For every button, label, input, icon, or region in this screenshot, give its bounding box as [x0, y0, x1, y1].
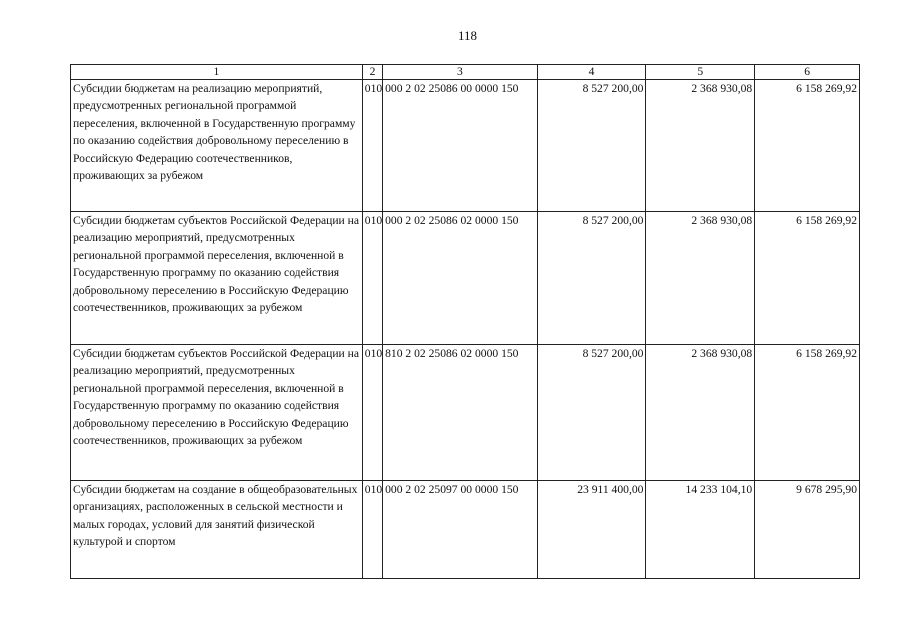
row-value-6: 6 158 269,92 [755, 80, 860, 212]
row-value-5: 2 368 930,08 [646, 80, 755, 212]
row-admin-code: 010 [362, 481, 382, 579]
table-row [71, 212, 860, 345]
row-revenue-code: 000 2 02 25097 00 0000 150 [383, 481, 538, 579]
table-row [71, 481, 860, 579]
table-body [71, 80, 860, 579]
row-name: Субсидии бюджетам субъектов Российской Федерации на реализацию мероприятий, предусмотренных региональной программой переселения, включенной в Государственную программу по оказанию содействия добровольному переселению в Российскую Федерацию соотечественников, проживающих за рубежом [71, 212, 363, 345]
row-value-4: 8 527 200,00 [537, 80, 646, 212]
header-col-6: 6 [755, 65, 860, 80]
row-value-5: 2 368 930,08 [646, 345, 755, 481]
row-value-4: 8 527 200,00 [537, 345, 646, 481]
row-value-6: 6 158 269,92 [755, 212, 860, 345]
row-name: Субсидии бюджетам на создание в общеобразовательных организациях, расположенных в сельской местности и малых городах, условий для занятий физической культурой и спортом [71, 481, 363, 579]
row-admin-code: 010 [362, 345, 382, 481]
row-name: Субсидии бюджетам на реализацию мероприятий, предусмотренных региональной программой переселения, включенной в Государственную программу по оказанию содействия добровольному переселению в Российскую Федерацию соотечественников, проживающих за рубежом [71, 80, 363, 212]
table-row [71, 80, 860, 212]
header-col-1: 1 [71, 65, 363, 80]
row-admin-code: 010 [362, 212, 382, 345]
table-header [71, 65, 860, 80]
row-revenue-code: 000 2 02 25086 02 0000 150 [383, 212, 538, 345]
row-value-5: 2 368 930,08 [646, 212, 755, 345]
row-value-6: 9 678 295,90 [755, 481, 860, 579]
row-name: Субсидии бюджетам субъектов Российской Федерации на реализацию мероприятий, предусмотренных региональной программой переселения, включенной в Государственную программу по оказанию содействия добровольному переселению в Российскую Федерацию соотечественников, проживающих за рубежом [71, 345, 363, 481]
header-col-5: 5 [646, 65, 755, 80]
row-value-5: 14 233 104,10 [646, 481, 755, 579]
header-col-2: 2 [362, 65, 382, 80]
table-row [71, 345, 860, 481]
row-value-4: 8 527 200,00 [537, 212, 646, 345]
row-revenue-code: 000 2 02 25086 00 0000 150 [383, 80, 538, 212]
row-value-4: 23 911 400,00 [537, 481, 646, 579]
budget-table [70, 64, 860, 579]
row-revenue-code: 810 2 02 25086 02 0000 150 [383, 345, 538, 481]
header-col-4: 4 [537, 65, 646, 80]
page-number: 118 [457, 28, 478, 43]
header-row [71, 65, 860, 80]
header-col-3: 3 [383, 65, 538, 80]
row-value-6: 6 158 269,92 [755, 345, 860, 481]
row-admin-code: 010 [362, 80, 382, 212]
